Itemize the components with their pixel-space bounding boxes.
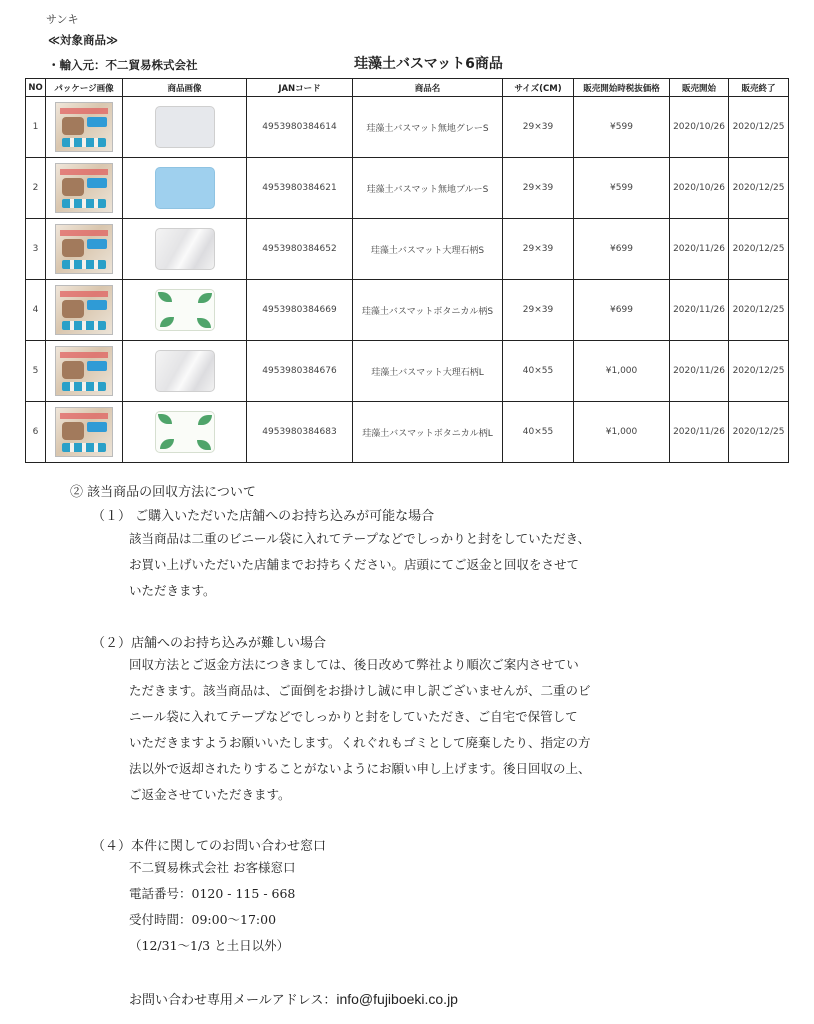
text-line: 該当商品は二重のビニール袋に入れてテープなどでしっかりと封をしていただき、	[129, 531, 591, 546]
table-row	[26, 97, 789, 158]
bath-mat-photo-icon	[155, 167, 215, 209]
cell-price: ¥1,000	[574, 341, 670, 402]
contact-phone: 電話番号：0120 - 115 - 668	[129, 886, 296, 901]
cell-jan: 4953980384669	[247, 280, 353, 341]
cell-start-date: 2020/10/26	[670, 97, 729, 158]
cell-end-date: 2020/12/25	[729, 402, 789, 463]
cell-no: 1	[26, 97, 46, 158]
cell-end-date: 2020/12/25	[729, 158, 789, 219]
cell-product-image	[123, 219, 247, 280]
cell-size: 40×55	[503, 402, 574, 463]
bath-mat-photo-icon	[155, 350, 215, 392]
table-header-row	[26, 79, 789, 97]
cell-end-date: 2020/12/25	[729, 280, 789, 341]
cell-product-image	[123, 341, 247, 402]
cell-size: 40×55	[503, 341, 574, 402]
col-header-product-image: 商品画像	[123, 79, 247, 97]
cell-jan: 4953980384683	[247, 402, 353, 463]
cell-price: ¥1,000	[574, 402, 670, 463]
recall-method-heading: ② 該当商品の回収方法について	[70, 485, 256, 500]
text-line: お買い上げいただいた店舗までお持ちください。店頭にてご返金と回収をさせて	[129, 557, 580, 572]
cell-start-date: 2020/11/26	[670, 219, 729, 280]
table-row	[26, 402, 789, 463]
cell-product-name: 珪藻土バスマット無地グレーS	[353, 97, 503, 158]
cell-no: 3	[26, 219, 46, 280]
home-storage-heading: （２）店舗へのお持ち込みが難しい場合	[92, 636, 327, 651]
contact-heading: （４）本件に関してのお問い合わせ窓口	[92, 839, 327, 854]
bath-mat-photo-icon	[155, 289, 215, 331]
cell-no: 2	[26, 158, 46, 219]
contact-email-line	[129, 989, 458, 1008]
col-header-price: 販売開始時税抜価格	[574, 79, 670, 97]
cell-jan: 4953980384614	[247, 97, 353, 158]
cell-product-name: 珪藻土バスマット無地ブルーS	[353, 158, 503, 219]
email-label: お問い合わせ専用メールアドレス：	[129, 993, 337, 1008]
cell-start-date: 2020/11/26	[670, 341, 729, 402]
cell-price: ¥599	[574, 158, 670, 219]
cell-jan: 4953980384676	[247, 341, 353, 402]
cell-start-date: 2020/10/26	[670, 158, 729, 219]
table-row	[26, 158, 789, 219]
table-row	[26, 219, 789, 280]
package-photo-icon	[55, 407, 113, 457]
cell-start-date: 2020/11/26	[670, 280, 729, 341]
text-line: ご返金させていただきます。	[129, 787, 291, 802]
cell-package-image	[46, 97, 123, 158]
text-line: ただきます。該当商品は、ご面倒をお掛けし誠に申し訳ございませんが、二重のビ	[129, 683, 591, 698]
cell-end-date: 2020/12/25	[729, 219, 789, 280]
package-photo-icon	[55, 346, 113, 396]
package-photo-icon	[55, 102, 113, 152]
cell-price: ¥699	[574, 280, 670, 341]
table-row	[26, 341, 789, 402]
col-header-end: 販売終了	[729, 79, 789, 97]
text-line: 法以外で返却されたりすることがないようにお願い申し上げます。後日回収の上、	[129, 761, 591, 776]
cell-product-image	[123, 280, 247, 341]
contact-details	[129, 855, 295, 959]
cell-package-image	[46, 341, 123, 402]
document-title: 珪藻土バスマット6商品	[354, 56, 503, 72]
cell-product-image	[123, 97, 247, 158]
package-photo-icon	[55, 224, 113, 274]
col-header-package-image: パッケージ画像	[46, 79, 123, 97]
importer-label: ・輸入元：不二貿易株式会社	[48, 58, 198, 72]
store-return-text	[129, 526, 590, 604]
cell-size: 29×39	[503, 97, 574, 158]
col-header-start: 販売開始	[670, 79, 729, 97]
contact-holidays: （12/31〜1/3 と土日以外）	[129, 938, 290, 953]
home-storage-text	[129, 652, 591, 808]
email-link[interactable]: info@fujiboeki.co.jp	[336, 991, 458, 1007]
cell-size: 29×39	[503, 158, 574, 219]
bath-mat-photo-icon	[155, 228, 215, 270]
bath-mat-photo-icon	[155, 411, 215, 453]
store-return-heading: （１） ご購入いただいた店舗へのお持ち込みが可能な場合	[92, 509, 435, 524]
cell-product-image	[123, 402, 247, 463]
bath-mat-photo-icon	[155, 106, 215, 148]
text-line: いただきます。	[129, 583, 216, 598]
cell-package-image	[46, 219, 123, 280]
cell-product-name: 珪藻土バスマットボタニカル柄S	[353, 280, 503, 341]
cell-package-image	[46, 402, 123, 463]
col-header-product-name: 商品名	[353, 79, 503, 97]
cell-start-date: 2020/11/26	[670, 402, 729, 463]
target-products-label: ≪対象商品≫	[48, 33, 119, 47]
cell-price: ¥699	[574, 219, 670, 280]
cell-size: 29×39	[503, 280, 574, 341]
cell-product-name: 珪藻土バスマットボタニカル柄L	[353, 402, 503, 463]
cell-size: 29×39	[503, 219, 574, 280]
col-header-jan: JANコード	[247, 79, 353, 97]
text-line: ニール袋に入れてテープなどでしっかりと封をしていただき、ご自宅で保管して	[129, 709, 578, 724]
cell-end-date: 2020/12/25	[729, 341, 789, 402]
product-table	[25, 78, 789, 463]
text-line: 回収方法とご返金方法につきましては、後日改めて弊社より順次ご案内させてい	[129, 657, 579, 672]
cell-jan: 4953980384621	[247, 158, 353, 219]
col-header-no: NO	[26, 79, 46, 97]
cell-package-image	[46, 158, 123, 219]
table-row	[26, 280, 789, 341]
cell-price: ¥599	[574, 97, 670, 158]
text-line: いただきますようお願いいたします。くれぐれもゴミとして廃棄したり、指定の方	[129, 735, 591, 750]
contact-company: 不二貿易株式会社 お客様窓口	[129, 860, 296, 875]
cell-product-name: 珪藻土バスマット大理石柄S	[353, 219, 503, 280]
cell-package-image	[46, 280, 123, 341]
cell-no: 6	[26, 402, 46, 463]
cell-product-image	[123, 158, 247, 219]
package-photo-icon	[55, 285, 113, 335]
cell-jan: 4953980384652	[247, 219, 353, 280]
contact-hours: 受付時間：09:00〜17:00	[129, 912, 277, 927]
brand-label: サンキ	[46, 13, 79, 26]
package-photo-icon	[55, 163, 113, 213]
cell-no: 4	[26, 280, 46, 341]
cell-end-date: 2020/12/25	[729, 97, 789, 158]
col-header-size: サイズ(CM)	[503, 79, 574, 97]
cell-no: 5	[26, 341, 46, 402]
cell-product-name: 珪藻土バスマット大理石柄L	[353, 341, 503, 402]
